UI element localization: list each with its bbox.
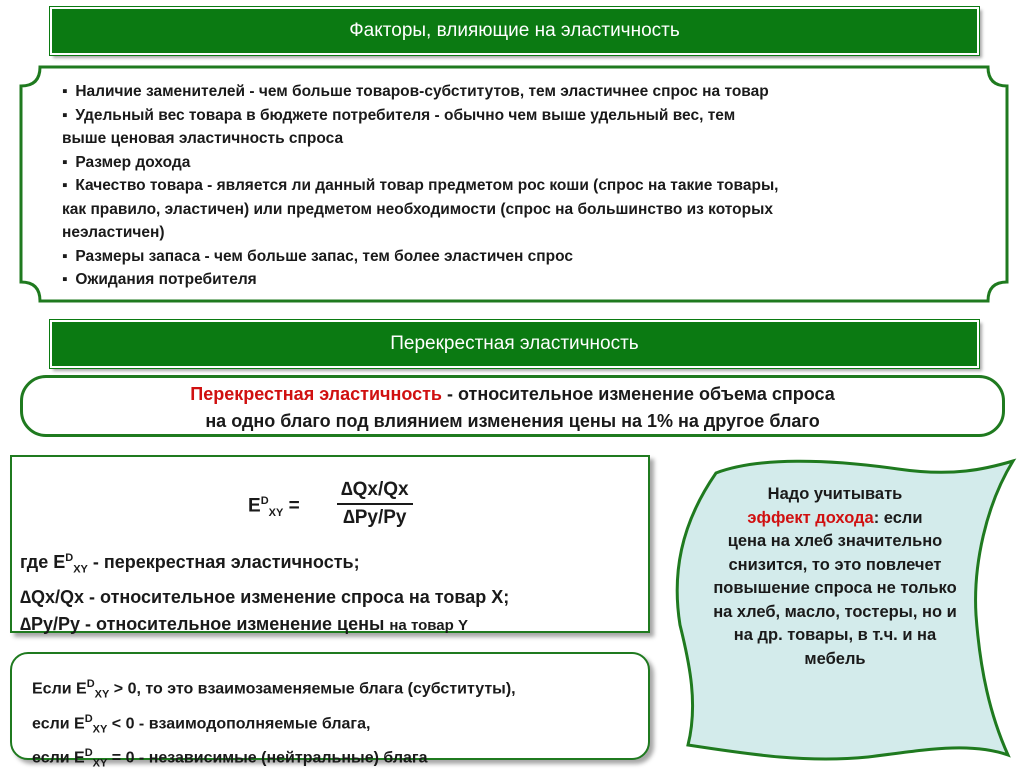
income-effect-term: эффект дохода: [747, 508, 874, 527]
list-item: ▪ Наличие заменителей - чем больше товаров-субститутов, тем эластичнее спрос на товар: [62, 83, 769, 100]
definition-box: [20, 375, 1005, 437]
section-header-cross-elasticity: [50, 320, 979, 368]
factors-list: [62, 80, 982, 292]
case-substitutes: Если $E^D_{XY} > 0$, то это взаимозаменяемые блага (субституты),: [32, 678, 516, 701]
formula-lhs: $E^D_{XY}$ =: [248, 495, 300, 520]
formula-denominator: ∆Py/Py: [343, 507, 407, 528]
list-item-continuation: как правило, эластичен) или предметом необходимости (спрос на большинство из которых: [62, 200, 773, 218]
definition-py: ∆Py/Py - относительное изменение цены на товар Y: [20, 613, 468, 634]
list-item-continuation: выше ценовая эластичность спроса: [62, 130, 344, 147]
definition-line-1: Перекрестная эластичность - относительное изменение объема спроса: [190, 384, 835, 404]
case-complements: если $E^D_{XY} < 0$ - взаимодополняемые блага,: [32, 712, 371, 736]
definition-e: где $E^D_{XY}$ - перекрестная эластичность;: [20, 552, 360, 576]
section-title: Перекрестная эластичность: [390, 333, 639, 354]
section-header-factors: [50, 7, 979, 55]
case-independent: если $E^D_{XY} = 0$ - независимые (нейтральные) блага: [32, 747, 428, 770]
list-item: ▪ Качество товара - является ли данный товар предметом рос коши (спрос на такие товары,: [62, 177, 779, 194]
section-title: Факторы, влияющие на эластичность: [349, 20, 680, 41]
cases-box: [10, 652, 650, 770]
list-item: ▪ Размер дохода: [62, 153, 191, 171]
definition-qx: ∆Qx/Qx - относительное изменение спроса на товар X;: [20, 586, 510, 607]
formula-fraction: [337, 479, 413, 529]
formula-definitions: [20, 545, 509, 639]
formula-box: [10, 455, 650, 633]
formula-numerator: ∆Qx/Qx: [337, 479, 413, 505]
list-item: ▪ Размеры запаса - чем больше запас, тем более эластичен спрос: [62, 247, 574, 265]
scroll-note-text: Надо учитывать эффект дохода: если цена на хлеб значительно снизится, то это повлечет повышение спроса не только на хлеб, масло, тостеры, но и на др. товары, в т.ч. и на мебель: [713, 485, 957, 668]
list-item: ▪ Удельный вес товара в бюджете потребителя - обычно чем выше удельный вес, тем: [62, 106, 736, 124]
list-item: ▪ Ожидания потребителя: [62, 271, 257, 288]
list-item-continuation: неэластичен): [62, 224, 165, 241]
definition-term: Перекрестная эластичность: [190, 384, 442, 404]
definition-line-2: на одно благо под влиянием изменения цены на 1% на другое благо: [205, 411, 820, 431]
